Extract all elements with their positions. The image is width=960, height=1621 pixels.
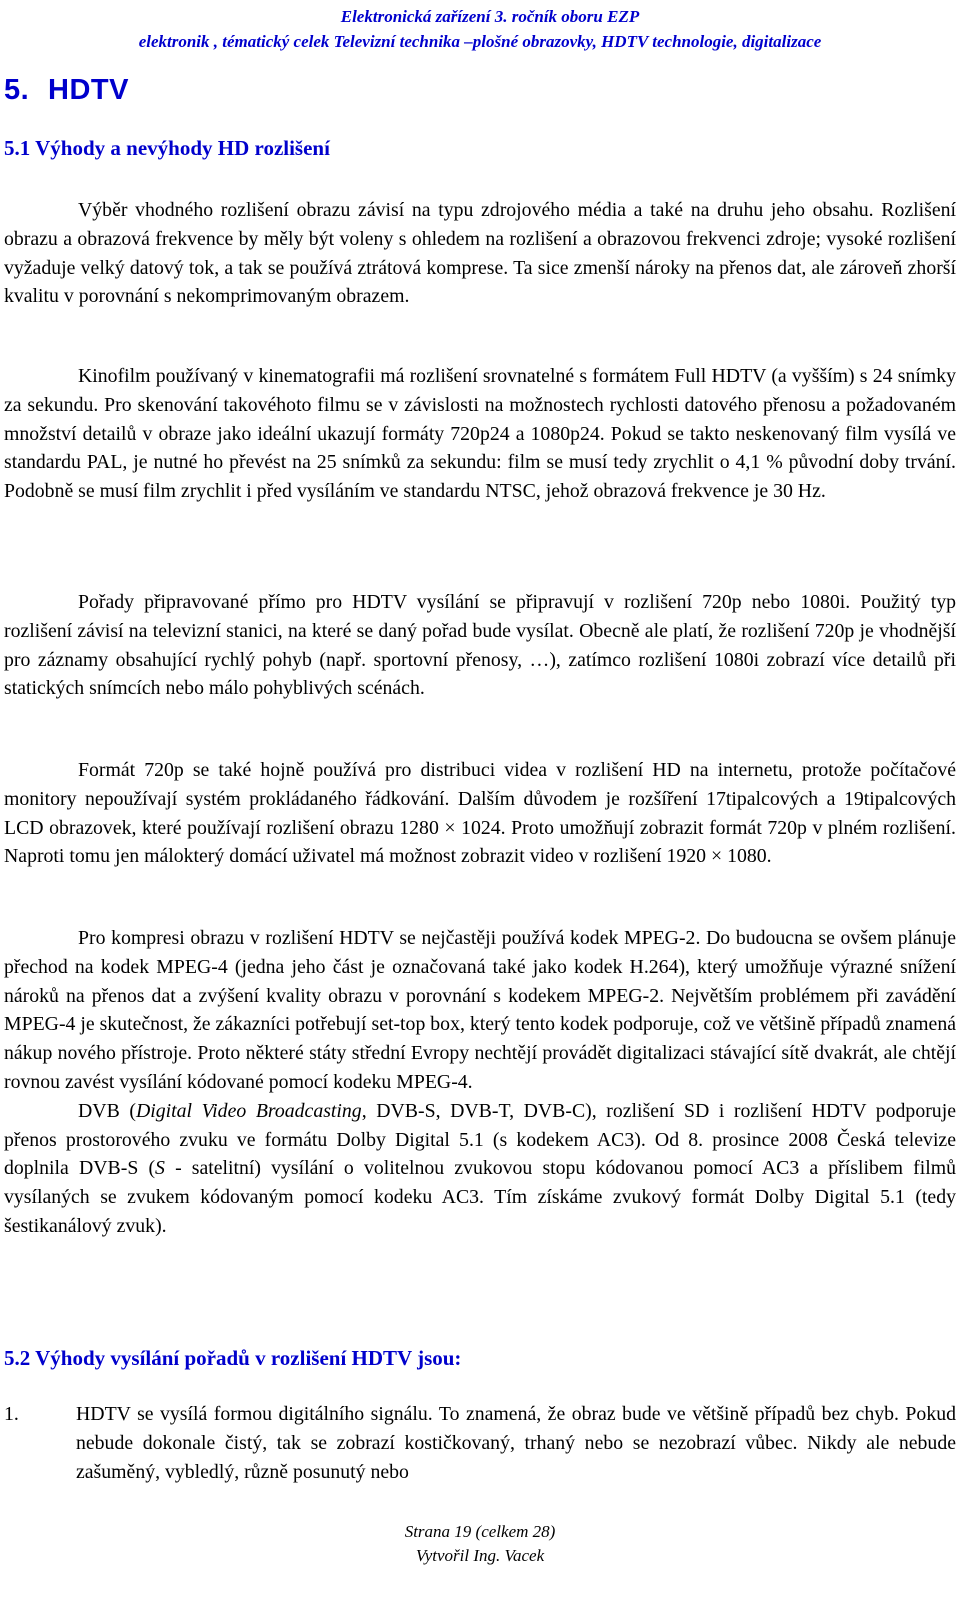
chapter-title: HDTV [48, 74, 129, 106]
list-item-number: 1. [4, 1403, 19, 1425]
page-footer [0, 1520, 960, 1568]
author: Vytvořil Ing. Vacek [415, 1546, 545, 1565]
body-block-1 [4, 196, 956, 311]
paragraph: Kinofilm používaný v kinematografii má rozlišení srovnatelné s formátem Full HDTV (a vyšším) s 24 snímky za sekundu. Pro skenování takovéhoto filmu se v závislosti na možnostech rychlosti datového přenosu a požadovaném množství detailů v obraze jako ideální ukazují formáty 720p24 a 1080p24. Pokud se takto neskenovaný film vysílá ve standardu PAL, je nutné ho převést na 25 snímků za sekundu: film se musí tedy zrychlit o 4,1 % původní doby trvání. Podobně se musí film zrychlit i před vysíláním ve standardu NTSC, jehož obrazová frekvence je 30 Hz. [4, 365, 956, 503]
dvb-text: - satelitní) vysílání o volitelnou zvukovou stopu kódovanou pomocí AC3 a příslibem filmů vysílaných se zvukem kódovaným pomocí kodeku AC3. Tím získáme zvukový formát Dolby Digital 5.1 (tedy šestikanálový zvuk). [4, 1157, 956, 1237]
body-block-2 [4, 362, 956, 506]
paragraph: Formát 720p se také hojně používá pro distribuci videa v rozlišení HD na internetu, protože počítačové monitory nepoužívají systém prokládaného řádkování. Dalším důvodem je rozšíření 17tipalcových a 19tipalcových LCD obrazovek, které používají rozlišení obrazu 1280 × 1024. Proto umožňují zobrazit formát 720p v plném rozlišení. Naproti tomu jen málokterý domácí uživatel má možnost zobrazit video v rozlišení 1920 × 1080. [4, 759, 956, 868]
chapter-number: 5. [4, 74, 30, 106]
body-block-4 [4, 756, 956, 871]
body-block-5 [4, 924, 956, 1241]
dvb-paragraph [4, 1097, 956, 1241]
list-item [4, 1400, 956, 1486]
paragraph: Pro kompresi obrazu v rozlišení HDTV se nejčastěji používá kodek MPEG-2. Do budoucna se ovšem plánuje přechod na kodek MPEG-4 (jedna jeho část je označovaná také jako kodek H.264), který umožňuje výrazné snížení nároků na přenos dat a zvýšení kvality obrazu v porovnání s kodekem MPEG-2. Největším problémem při zavádění MPEG-4 je skutečnost, že zákazníci potřebují set-top box, který tento kodek podporuje, což ve většině případů znamená nákup nového přístroje. Proto některé státy střední Evropy nechtějí provádět digitalizaci stávající sítě dvakrát, ale chtějí rovnou zavést vysílání kódované pomocí kodeku MPEG-4. [4, 927, 956, 1093]
list-item-text: HDTV se vysílá formou digitálního signálu. To znamená, že obraz bude ve většině případů bez chyb. Pokud nebude dokonale čistý, tak se zobrazí kostičkovaný, trhaný nebo se nezobrazí vůbec. Nikdy ale nebude zašuměný, vybledlý, různě posunutý nebo [76, 1403, 956, 1483]
dvb-italic-term: Digital Video Broadcasting [135, 1099, 362, 1122]
dvb-text: DVB ( [78, 1099, 136, 1122]
dvb-italic-letter: S [155, 1157, 165, 1180]
header-topic-line: elektronik , tématický celek Televizní technika –plošné obrazovky, HDTV technologie, digitalizace [138, 32, 822, 51]
page-header [0, 4, 960, 54]
body-block-3 [4, 588, 956, 703]
chapter-heading [4, 74, 129, 107]
paragraph: Výběr vhodného rozlišení obrazu závisí na typu zdrojového média a také na druhu jeho obsahu. Rozlišení obrazu a obrazová frekvence by měly být voleny s ohledem na rozlišení a obrazovou frekvenci zdroje; vysoké rozlišení vyžaduje velký datový tok, a tak se používá ztrátová komprese. Ta sice zmenší nároky na přenos dat, ale zároveň zhorší kvalitu v porovnání s nekomprimovaným obrazem. [4, 199, 956, 308]
header-course-line: Elektronická zařízení 3. ročník oboru EZP [340, 7, 640, 26]
section-heading-2: 5.2 Výhody vysílání pořadů v rozlišení HDTV jsou: [4, 1346, 462, 1370]
page-number: Strana 19 (celkem 28) [404, 1522, 556, 1541]
section-heading-1: 5.1 Výhody a nevýhody HD rozlišení [4, 136, 330, 160]
paragraph: Pořady připravované přímo pro HDTV vysílání se připravují v rozlišení 720p nebo 1080i. Použitý typ rozlišení závisí na televizní stanici, na které se daný pořad bude vysílat. Obecně ale platí, že rozlišení 720p je vhodnější pro záznamy obsahující rychlý pohyb (např. sportovní přenosy, …), zatímco rozlišení 1080i zobrazí více detailů při statických snímcích nebo málo pohyblivých scénách. [4, 591, 956, 700]
advantages-list [4, 1400, 956, 1486]
dvb-text: , DVB-S, DVB-T, DVB-C), rozlišení SD i rozlišení HDTV podporuje přenos prostorového zvuku ve formátu Dolby Digital 5.1 (s kodekem AC3). Od 8. prosince 2008 Česká televize doplnila DVB-S ( [4, 1099, 956, 1180]
